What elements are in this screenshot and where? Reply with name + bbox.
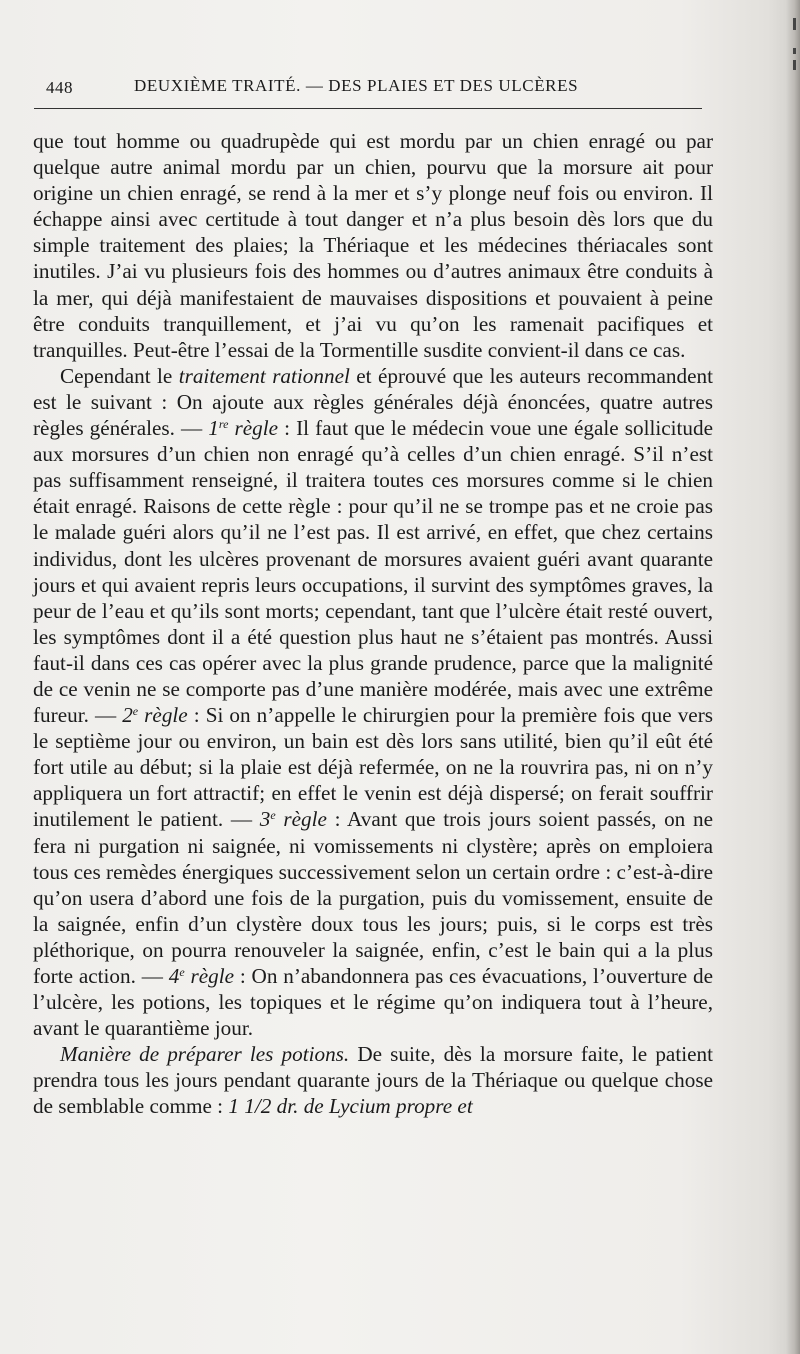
paragraph-2: Cependant le traitement rationnel et éprouvé que les auteurs recommandent est le suivant : On ajoute aux règles générales déjà énoncées, quatre autres règles générales. — 1re règle : Il faut que le médecin voue une égale sollicitude aux morsures d’un chien non enragé qu’à celles d’un chien enragé. S’il n’est pas suffisamment renseigné, il traitera toutes ces morsures comme si le chien était enragé. Raisons de cette règle : pour qu’il ne se trompe pas et ne croie pas le malade guéri alors qu’il ne l’est pas. Il est arrivé, en effet, que chez certains individus, dont les ulcères provenant de morsures avaient guéri avant quarante jours et qui avaient repris leurs occupations, il survint des symptômes graves, la peur de l’eau et qu’ils sont morts; cependant, tant que l’ulcère était resté ouvert, les symptômes dont il a été question plus haut ne s’étaient pas montrés. Aussi faut-il dans ces cas opérer avec la plus grande prudence, parce que la malignité de ce venin ne se comporte pas d’une manière modérée, mais avec une extrême fureur. — 2e règle : Si on n’appelle le chirurgien pour la première fois que vers le septième jour ou environ, un bain est dès lors sans utilité, bien qu’il eût été fort utile au début; si la plaie est déjà refermée, on ne la rouvrira pas, ni on n’y appliquera un fort attractif; en effet le venin est déjà dispersé; on ferait souffrir inutilement le patient. — 3e règle : Avant que trois jours soient passés, on ne fera ni purgation ni saignée, ni vomissements ni clystère; après on emploiera tous ces remèdes énergiques successivement selon un certain ordre : c’est-à-dire qu’on usera d’abord une fois de la purgation, puis du vomissement, ensuite de la saignée, enfin d’un clystère doux tous les jours; puis, si le corps est très pléthorique, on pourra renouveler la saignée, enfin, c’est le bain qui a la plus forte action. — 4e règle : On n’abandonnera pas ces évacuations, l’ouverture de l’ulcère, les potions, les topiques et le régime qu’on indiquera tout à l’heure, avant le quarantième jour. bbox=[33, 363, 713, 1041]
edge-mark bbox=[793, 18, 796, 30]
page-edge-shadow bbox=[786, 0, 800, 1354]
edge-mark bbox=[793, 60, 796, 70]
body-text bbox=[33, 128, 713, 1120]
paragraph-1: que tout homme ou quadrupède qui est mordu par un chien enragé ou par quelque autre animal mordu par un chien, pourvu que la morsure ait pour origine un chien enragé, se rend à la mer et s’y plonge neuf fois ou environ. Il échappe ainsi avec certitude à tout danger et n’a plus besoin dès lors que du simple traitement des plaies; la Thériaque et les médecines thériacales sont inutiles. J’ai vu plusieurs fois des hommes ou d’autres animaux être conduits à la mer, qui déjà manifestaient de mauvaises dispositions et pouvaient à peine être conduits tranquillement, et j’ai vu qu’on les ramenait pacifiques et tranquilles. Peut-être l’essai de la Tormentille susdite convient-il dans ce cas. bbox=[33, 129, 713, 362]
paragraph-3: Manière de préparer les potions. De suite, dès la morsure faite, le patient prendra tous les jours pendant quarante jours de la Thériaque ou quelque chose de semblable comme : 1 1/2 dr. de Lycium propre et bbox=[33, 1042, 713, 1119]
running-header bbox=[34, 74, 700, 98]
rule-4-label: 4e règle bbox=[168, 964, 235, 988]
emphasis: traitement rationnel bbox=[178, 363, 350, 388]
rule-2-label: 2e règle bbox=[122, 703, 188, 728]
rule-3-label: 3e règle bbox=[259, 807, 327, 832]
edge-mark bbox=[793, 48, 796, 54]
section-heading: Manière de préparer les potions. bbox=[60, 1042, 350, 1067]
header-rule bbox=[34, 108, 702, 109]
page-number: 448 bbox=[46, 78, 73, 97]
running-title: DEUXIÈME TRAITÉ. — DES PLAIES ET DES ULCÈRES bbox=[134, 76, 579, 95]
prescription: 1 1/2 dr. de Lycium propre et bbox=[228, 1094, 473, 1119]
rule-1-label: 1re règle bbox=[208, 416, 279, 441]
